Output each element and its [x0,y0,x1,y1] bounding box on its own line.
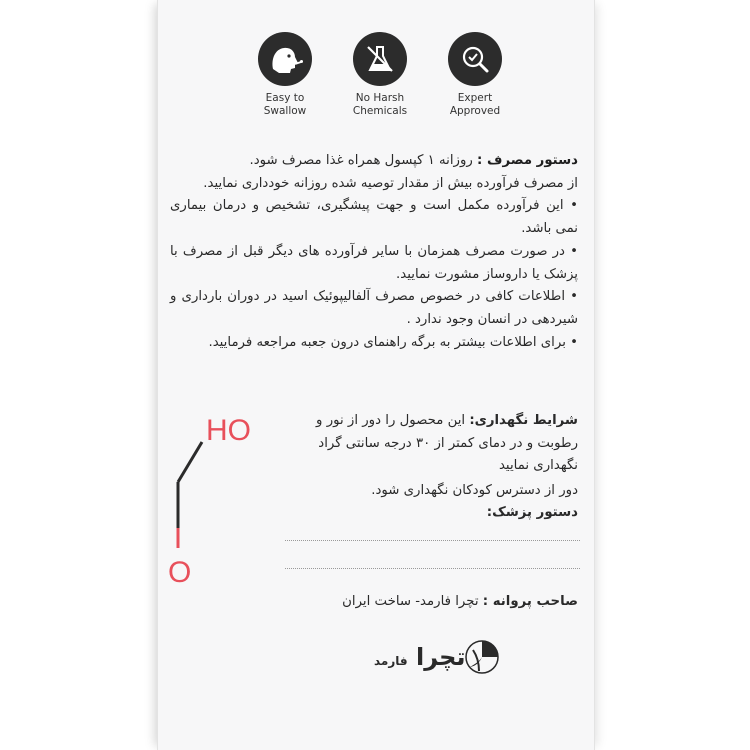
feature-no-chemicals [340,32,420,118]
feature-label: No Harsh Chemicals [352,92,408,117]
brand-name [374,643,465,671]
usage-bullet: • برای اطلاعات بیشتر به برگه راهنمای درون جعبه مراجعه فرمایید. [208,334,578,350]
usage-bullet: • این فرآورده مکمل است و جهت پیشگیری، تشخیص و درمان بیماری نمی باشد. [170,198,578,237]
storage-text: این محصول را دور از نور و رطوبت و در دمای کمتر از ۳۰ درجه سانتی گراد نگهداری نمایید [316,413,578,474]
usage-bullet-text: برای اطلاعات بیشتر به برگه راهنمای درون جعبه مراجعه فرمایید. [208,334,566,350]
no-chemicals-flask-icon [353,32,407,86]
usage-bullet: • اطلاعات کافی در خصوص مصرف آلفالیپوئیک اسید در دوران بارداری و شیردهی در انسان وجود ندارد . [170,289,578,327]
expert-approved-search-icon [448,32,502,86]
swallow-face-icon [258,32,312,86]
storage-title: شرایط نگهداری: [469,413,578,428]
license-title: صاحب پروانه : [482,594,578,609]
feature-expert-approved [435,32,515,118]
chem-ho-label: HO [206,414,251,447]
feature-easy-swallow [245,32,325,118]
usage-bullet: • در صورت مصرف همزمان با سایر فرآورده های دیگر قبل از مصرف با پزشک یا داروساز مشورت نمایید. [170,243,578,282]
usage-paragraph-2: از مصرف فرآورده بیش از مقدار توصیه شده روزانه خودداری نمایید. [203,175,578,191]
dotted-line [285,540,580,541]
chemical-structure [158,400,268,600]
feature-icons-row [245,32,515,118]
feature-label: Expert Approved [449,92,501,117]
license-text: تچرا فارمد- ساخت ایران [342,594,483,609]
brand-mark-icon [465,640,499,674]
brand-logo [368,640,499,674]
usage-bullet-text: اطلاعات کافی در خصوص مصرف آلفالیپوئیک اسید در دوران بارداری و شیردهی در انسان وجود ندارد . [170,289,578,327]
usage-bullet-text: در صورت مصرف همزمان با سایر فرآورده های دیگر قبل از مصرف با پزشک یا داروساز مشورت نمایید. [170,243,578,282]
keep-from-children: دور از دسترس کودکان نگهداری شود. [371,483,578,498]
chem-o-label: O [168,556,192,589]
license-holder [280,594,578,609]
feature-label: Easy to Swallow [263,92,307,117]
usage-dose: روزانه ۱ کپسول همراه غذا مصرف شود. [249,153,478,168]
usage-bullet-text: این فرآورده مکمل است و جهت پیشگیری، تشخیص و درمان بیماری نمی باشد. [170,198,578,237]
doctor-instructions-label: دستور پزشک: [486,505,578,520]
brand-name-main: تچرا [416,643,466,671]
dotted-line [285,568,580,569]
brand-name-sub: فارمد [374,654,408,668]
usage-title: دستور مصرف : [477,153,578,168]
usage-line-1 [170,150,578,173]
usage-instructions [170,150,578,354]
storage-conditions [282,410,578,478]
